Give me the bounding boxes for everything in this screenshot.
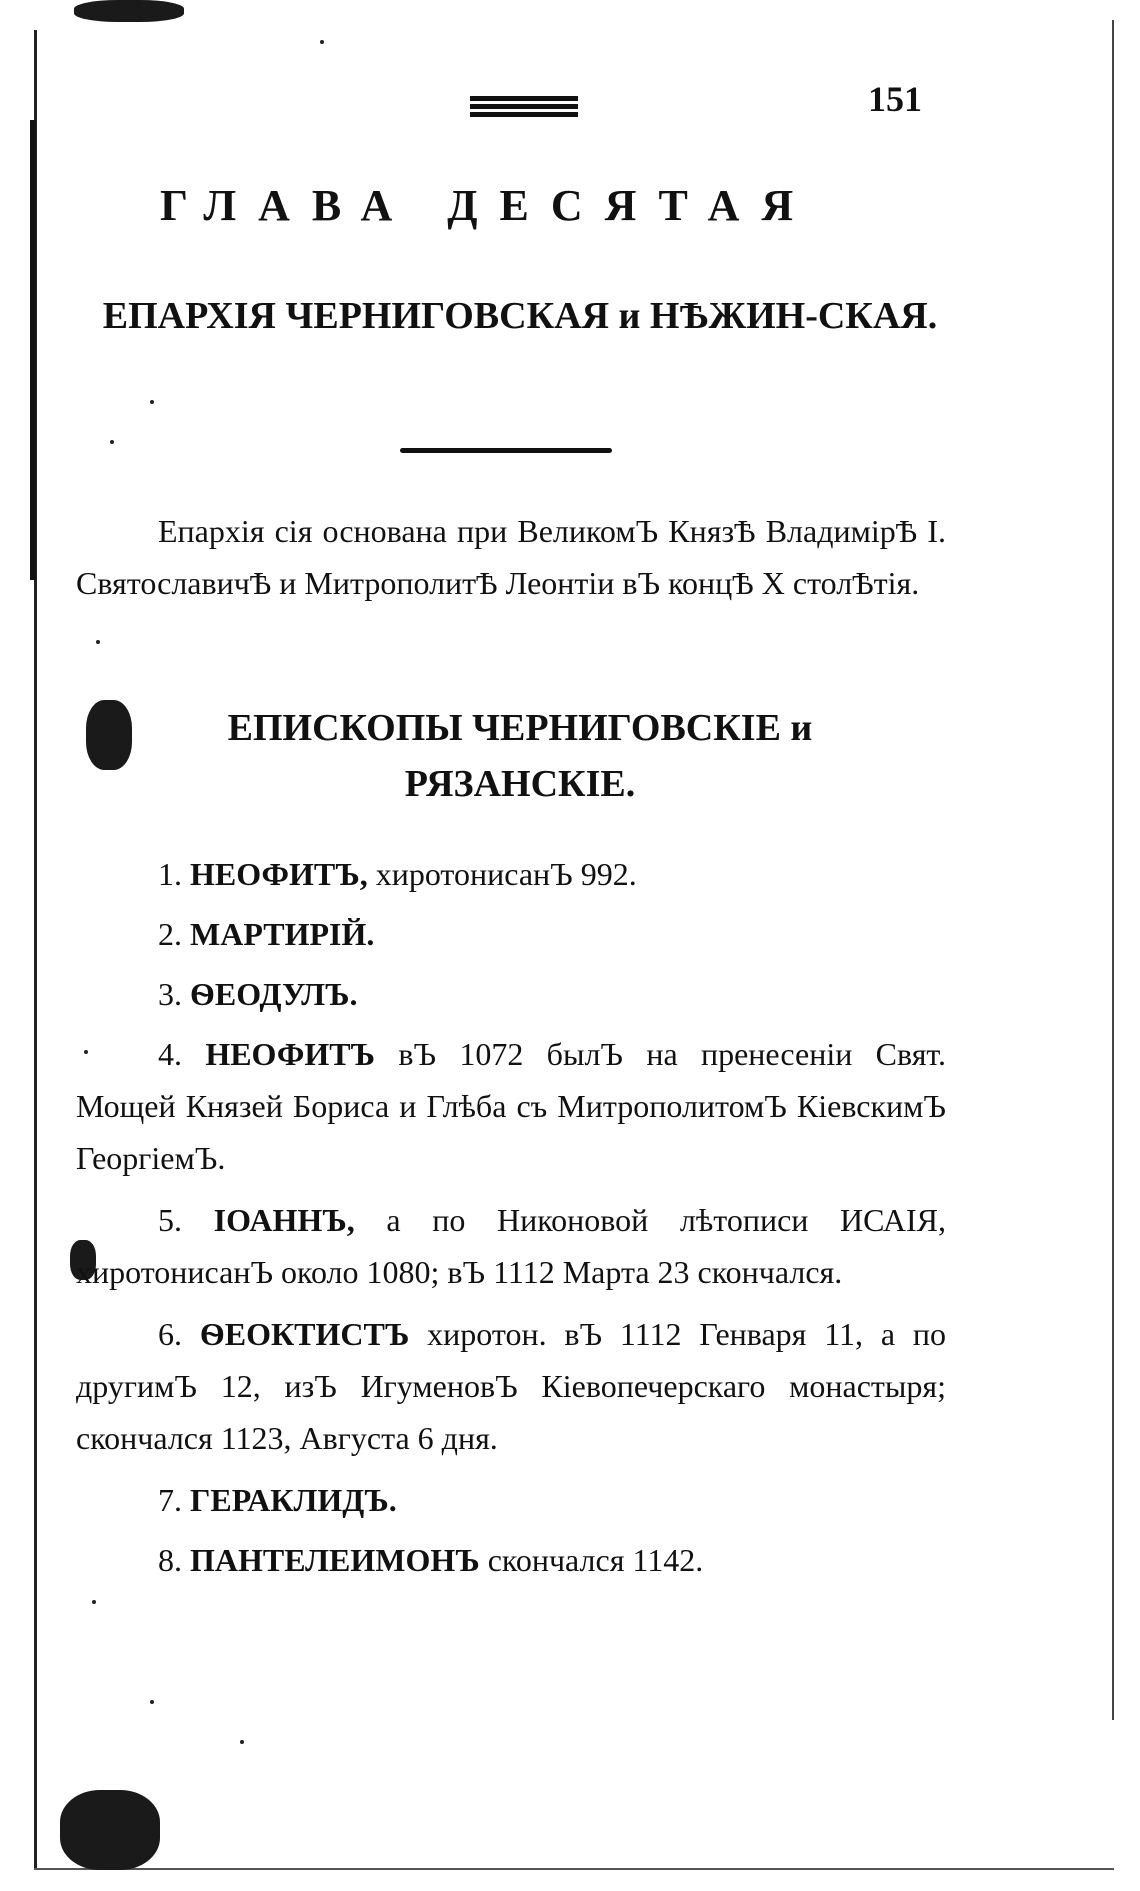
- bishop-name: ѲЕОКТИСТЪ: [199, 1316, 410, 1352]
- ink-smudge: [86, 700, 132, 770]
- list-item: [76, 1028, 946, 1184]
- item-text: скончался 1142.: [479, 1542, 704, 1578]
- ink-smudge: [74, 0, 184, 22]
- item-number: 6.: [158, 1316, 182, 1352]
- ink-speck: [240, 1740, 244, 1744]
- section-title: ЕПАРХІЯ ЧЕРНИГОВСКАЯ и НѢЖИН-СКАЯ.: [102, 295, 938, 337]
- bishops-list: [76, 848, 946, 1594]
- list-item: [76, 968, 946, 1020]
- bishop-name: ѲЕОДУЛЪ.: [190, 976, 358, 1012]
- ink-speck: [150, 1700, 154, 1704]
- scan-edge-left-shadow: [30, 120, 36, 580]
- ink-speck: [96, 640, 100, 644]
- ink-speck: [92, 1600, 96, 1604]
- item-text: хиротон. вЪ 1112 Генваря 11, а по другимЪ 12, изЪ ИгуменовЪ Кіевопечерскаго монастыря; скончался 1123, Августа 6 дня.: [76, 1316, 947, 1456]
- list-item: [76, 1474, 946, 1526]
- list-item: [76, 848, 946, 900]
- scan-edge-right: [1112, 20, 1114, 1720]
- item-number: 7.: [158, 1482, 182, 1518]
- item-number: 4.: [158, 1036, 182, 1072]
- ink-speck: [110, 440, 114, 444]
- list-item: [76, 1194, 946, 1298]
- header-ornament: [470, 96, 578, 120]
- title-divider: [400, 448, 612, 453]
- ink-smudge: [60, 1790, 160, 1870]
- bishop-name: ІОАННЪ,: [213, 1202, 355, 1238]
- ink-speck: [150, 400, 154, 404]
- list-item: [76, 908, 946, 960]
- item-text: хиротонисанЪ 992.: [367, 856, 637, 892]
- bishop-name: НЕОФИТЪ: [205, 1036, 376, 1072]
- list-subheading: ЕПИСКОПЫ ЧЕРНИГОВСКІЕ и РЯЗАНСКІЕ.: [227, 707, 813, 805]
- item-number: 3.: [158, 976, 182, 1012]
- list-item: [76, 1534, 946, 1586]
- intro-paragraph: Епархія сія основана при ВеликомЪ КнязѢ ВладимірѢ I. СвятославичѢ и МитрополитѢ Леонтіи вЪ концѢ X столѢтія.: [76, 513, 946, 601]
- scan-edge-bottom: [34, 1868, 1114, 1870]
- chapter-heading: ГЛАВА ДЕСЯТАЯ: [160, 181, 816, 230]
- item-text: вЪ 1072 былЪ на пренесеніи Свят. Мощей Князей Бориса и Глѣба съ МитрополитомЪ КіевскимЪ ГеоргіемЪ.: [76, 1036, 946, 1176]
- item-number: 5.: [158, 1202, 182, 1238]
- item-number: 1.: [158, 856, 182, 892]
- item-number: 2.: [158, 916, 182, 952]
- page-number: 151: [868, 79, 922, 119]
- list-item: [76, 1308, 946, 1464]
- bishop-name: НЕОФИТЪ,: [190, 856, 368, 892]
- ink-speck: [320, 40, 324, 44]
- bishop-name: ПАНТЕЛЕИМОНЪ: [190, 1542, 480, 1578]
- bishop-name: МАРТИРІЙ.: [190, 916, 375, 952]
- item-number: 8.: [158, 1542, 182, 1578]
- bishop-name: ГЕРАКЛИДЪ.: [190, 1482, 397, 1518]
- item-text: а по Никоновой лѣтописи ИСАІЯ, хиротонисанЪ около 1080; вЪ 1112 Марта 23 скончался.: [76, 1202, 947, 1290]
